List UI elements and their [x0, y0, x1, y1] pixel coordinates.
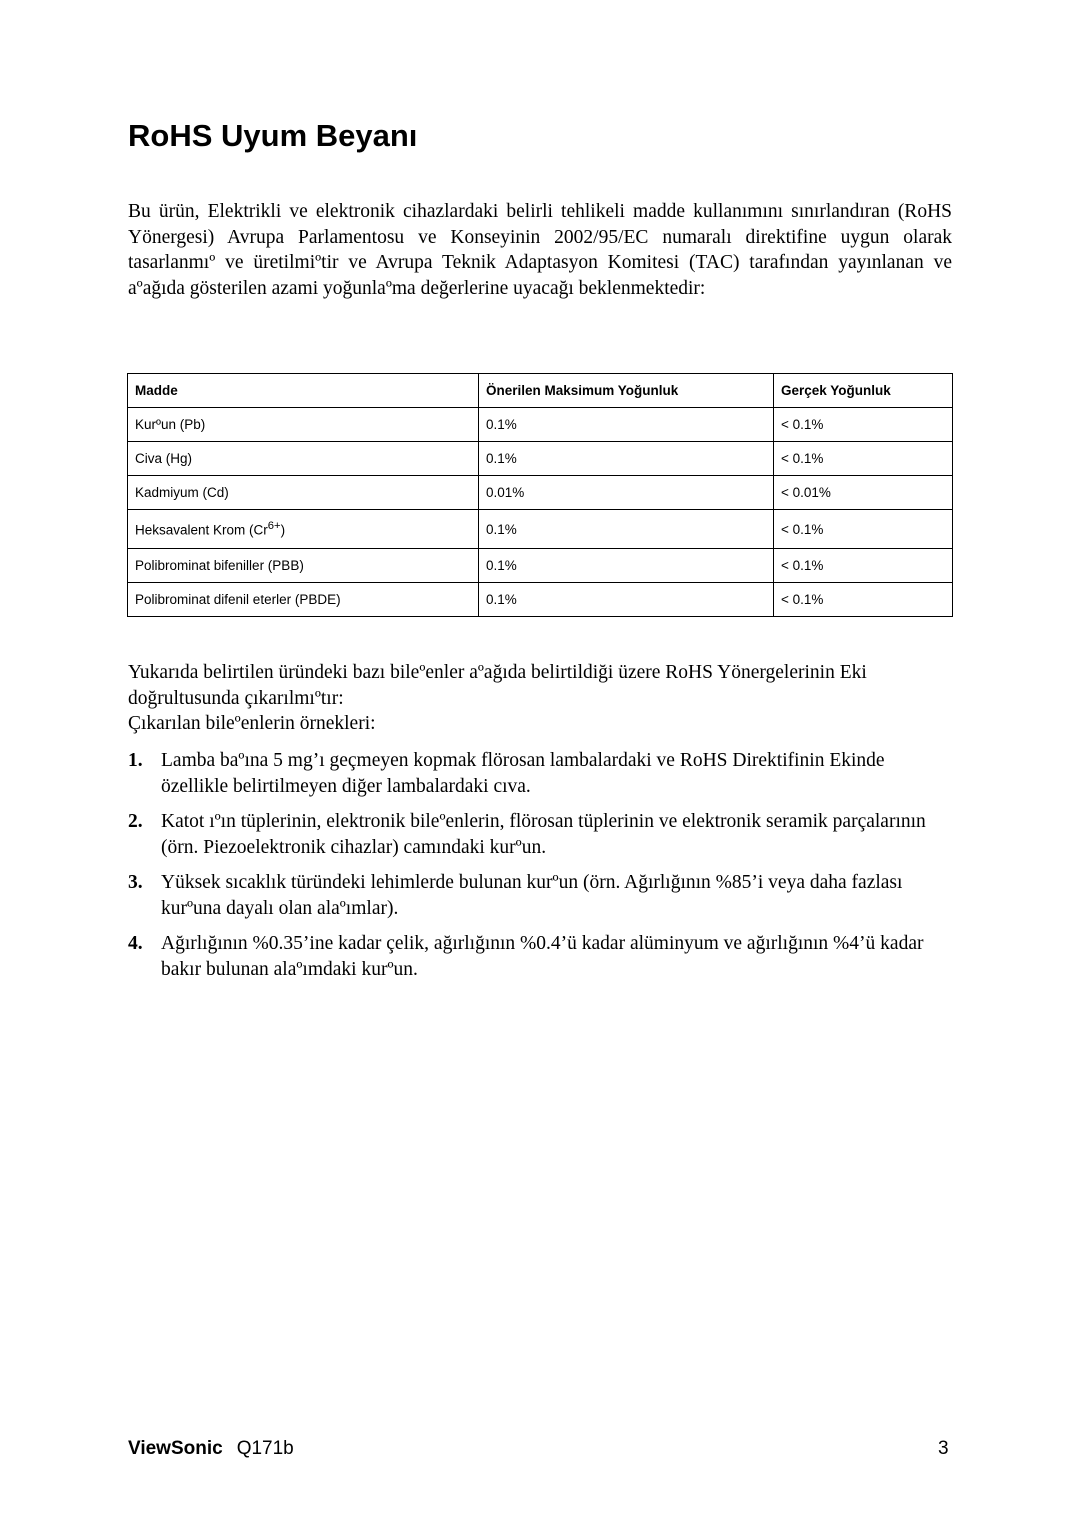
max-cell: 0.1% — [479, 583, 774, 617]
table-row — [128, 510, 953, 549]
max-cell: 0.1% — [479, 408, 774, 442]
header-substance: Madde — [128, 374, 479, 408]
actual-cell: < 0.01% — [774, 476, 953, 510]
header-actual-concentration: Gerçek Yoğunluk — [774, 374, 953, 408]
list-number: 1. — [128, 750, 143, 771]
max-cell: 0.1% — [479, 549, 774, 583]
actual-cell: < 0.1% — [774, 442, 953, 476]
rohs-table — [127, 373, 953, 617]
table-row — [128, 549, 953, 583]
page-title: RoHS Uyum Beyanı — [128, 118, 418, 153]
header-max-concentration: Önerilen Maksimum Yoğunluk — [479, 374, 774, 408]
superscript: 6+ — [267, 520, 281, 533]
list-number: 3. — [128, 872, 143, 893]
substance-text-end: ) — [280, 522, 286, 538]
actual-cell: < 0.1% — [774, 510, 953, 549]
examples-list — [128, 748, 928, 992]
list-number: 4. — [128, 933, 143, 954]
table-row — [128, 442, 953, 476]
list-item — [128, 931, 928, 982]
table-header-row — [128, 374, 953, 408]
table-row — [128, 408, 953, 442]
list-number: 2. — [128, 811, 143, 832]
max-cell: 0.01% — [479, 476, 774, 510]
page-number: 3 — [938, 1438, 949, 1459]
list-item — [128, 870, 928, 921]
max-cell: 0.1% — [479, 510, 774, 549]
max-cell: 0.1% — [479, 442, 774, 476]
footer-brand — [128, 1438, 294, 1460]
table-row — [128, 476, 953, 510]
list-text: Lamba baºına 5 mg’ı geçmeyen kopmak flörosan lambalardaki ve RoHS Direktifinin Ekinde özellikle belirtilmeyen diğer lambalardaki cıva. — [161, 750, 885, 797]
model-name: Q171b — [236, 1438, 294, 1459]
list-text: Yüksek sıcaklık türündeki lehimlerde bulunan kurºun (örn. Ağırlığının %85’i veya daha fazlası kurºuna dayalı olan alaºımlar). — [161, 872, 903, 919]
list-item — [128, 809, 928, 860]
exemptions-section — [128, 660, 958, 737]
actual-cell: < 0.1% — [774, 408, 953, 442]
exemptions-paragraph: Yukarıda belirtilen üründeki bazı bileºenler aºağıda belirtildiği üzere RoHS Yönergelerinin Eki doğrultusunda çıkarılmıºtır: — [128, 662, 867, 709]
intro-paragraph: Bu ürün, Elektrikli ve elektronik cihazlardaki belirli tehlikeli madde kullanımını sınırlandıran (RoHS Yönergesi) Avrupa Parlamentosu ve Konseyinin 2002/95/EC numaralı direktifine uygun olarak tasarlanmıº ve üretilmiºtir ve Avrupa Teknik Adaptasyon Komitesi (TAC) tarafından yayınlanan ve aºağıda gösterilen azami yoğunlaºma değerlerine uyacağı beklenmektedir: — [128, 201, 952, 299]
list-text: Ağırlığının %0.35’ine kadar çelik, ağırlığının %0.4’ü kadar alüminyum ve ağırlığının %4’ü kadar bakır bulunan alaºımdaki kurºun. — [161, 933, 924, 980]
substance-cell: Kadmiyum (Cd) — [128, 476, 479, 510]
actual-cell: < 0.1% — [774, 549, 953, 583]
list-item — [128, 748, 928, 799]
list-text: Katot ıºın tüplerinin, elektronik bileºenlerin, flörosan tüplerinin ve elektronik seramik parçalarının (örn. Piezoelektronik cihazlar) camındaki kurºun. — [161, 811, 926, 858]
substance-cell: Civa (Hg) — [128, 442, 479, 476]
substance-cell — [128, 510, 479, 549]
substance-cell: Polibrominat difenil eterler (PBDE) — [128, 583, 479, 617]
substance-cell: Polibrominat bifeniller (PBB) — [128, 549, 479, 583]
substance-cell: Kurºun (Pb) — [128, 408, 479, 442]
brand-name: ViewSonic — [128, 1438, 223, 1459]
substance-text: Heksavalent Krom (Cr — [135, 522, 268, 538]
table-row — [128, 583, 953, 617]
examples-heading: Çıkarılan bileºenlerin örnekleri: — [128, 713, 376, 734]
actual-cell: < 0.1% — [774, 583, 953, 617]
